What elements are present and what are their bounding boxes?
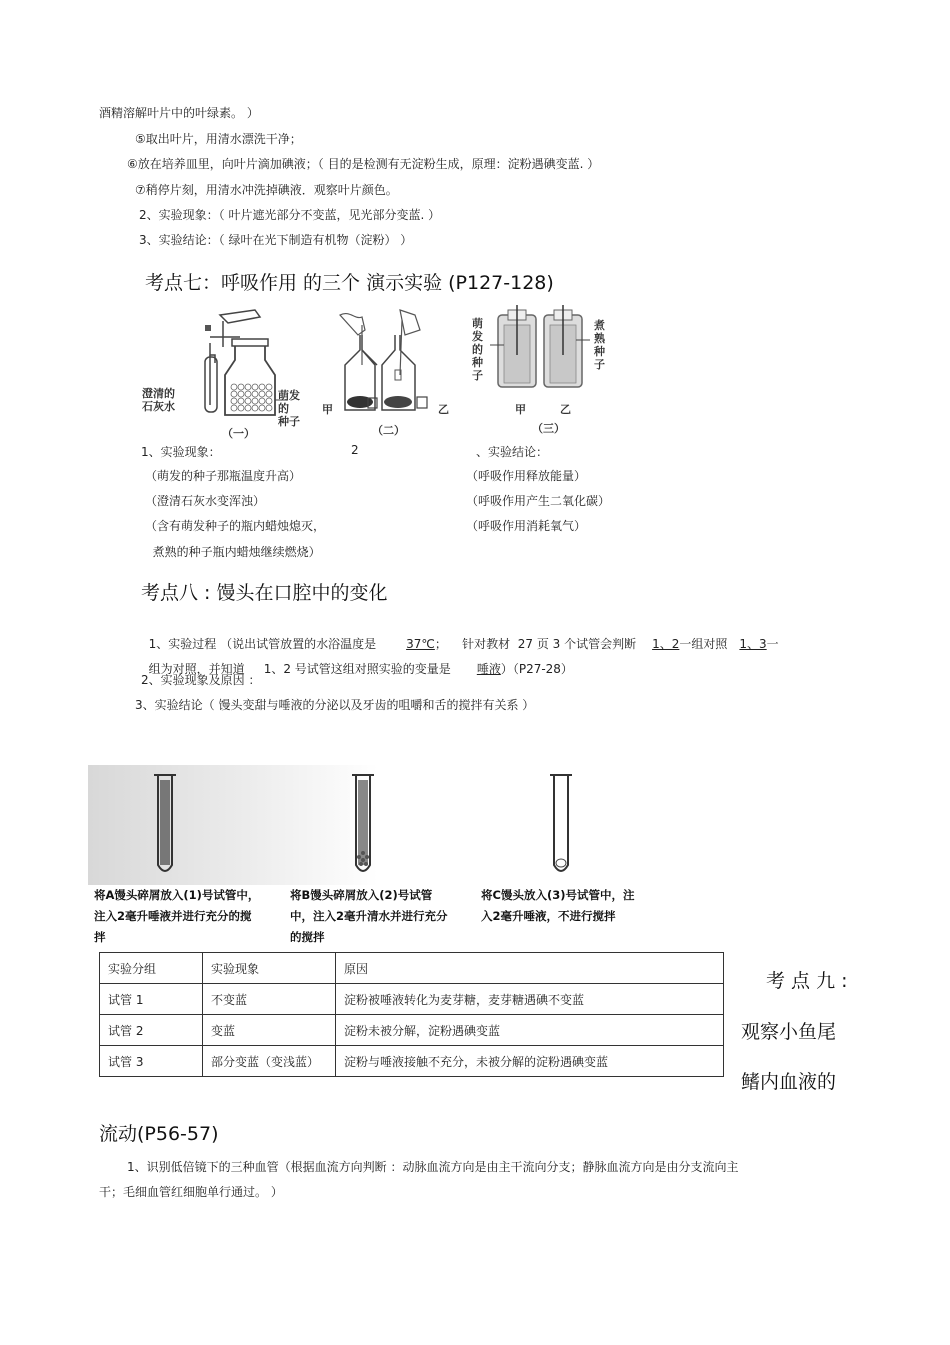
text-line: ⑥放在培养皿里，向叶片滴加碘液；（ 目的是检测有无淀粉生成，原理：淀粉遇碘变蓝. ） — [127, 157, 600, 171]
text-part: 一 — [766, 637, 779, 651]
text-part: ； 针对教材 27 页 3 个试管会判断 — [434, 637, 637, 651]
number-label: 2 — [351, 443, 359, 457]
text-line: ⑤取出叶片，用清水漂洗干净； — [135, 132, 302, 146]
figure-label: 甲 — [322, 403, 333, 416]
text-line: ⑦稍停片刻，用清水冲洗掉碘液．观察叶片颜色。 — [135, 183, 398, 197]
text-line: 酒精溶解叶片中的叶绿素。 ） — [99, 106, 259, 120]
results-table — [99, 952, 724, 1077]
section-title: 观察小鱼尾 — [741, 1021, 837, 1043]
figure-label: 萌发的 种子 — [278, 389, 300, 428]
table-cell: 试管 3 — [100, 1046, 203, 1077]
table-cell: 淀粉被唾液转化为麦芽糖，麦芽糖遇碘不变蓝 — [336, 984, 724, 1015]
phenomena-heading: 1、实验现象： — [141, 445, 221, 459]
figure-label: 乙 — [560, 403, 571, 416]
section-title: 考 点 九 : — [766, 970, 848, 992]
table-cell: 试管 1 — [100, 984, 203, 1015]
table-cell: 变蓝 — [203, 1015, 336, 1046]
respiration-figure-2 — [320, 305, 460, 440]
table-header-row — [100, 953, 724, 984]
figure-label: 萌发的种子 — [472, 317, 483, 382]
text-line: 3、实验结论（ 馒头变甜与唾液的分泌以及牙齿的咀嚼和舌的搅拌有关系 ） — [135, 698, 535, 712]
text-part: 1、实验过程 （说出试管放置的水浴温度是 — [148, 637, 377, 651]
table-cell: 淀粉未被分解，淀粉遇碘变蓝 — [336, 1015, 724, 1046]
tube-caption: 将C馒头放入(3)号试管中，注入2毫升唾液，不进行搅拌 — [481, 888, 635, 923]
figure-label: 煮熟种子 — [594, 319, 605, 371]
figure-caption: （一） — [222, 427, 255, 440]
table-cell: 部分变蓝（变浅蓝） — [203, 1046, 336, 1077]
tube-caption: 将B馒头碎屑放入(2)号试管中，注入2毫升清水并进行充分的搅拌 — [290, 888, 448, 944]
text-line: 1、识别低倍镜下的三种血管（根据血流方向判断 ：动脉血流方向是由主干流向分支；静脉血流方向是由分支流向主 — [127, 1160, 739, 1174]
text-line: 3、实验结论：（ 绿叶在光下制造有机物（淀粉） ） — [139, 233, 413, 247]
text-line: 2、实验现象及原因 ： — [141, 673, 261, 687]
text-part: 一组对照 — [679, 637, 728, 651]
filled-blank: 唾液 — [476, 662, 501, 676]
figure-label: 甲 — [515, 403, 526, 416]
filled-blank: 1、3 — [739, 637, 767, 651]
phenomenon-item: （含有萌发种子的瓶内蜡烛熄灭， — [145, 519, 326, 533]
section-title: 鳍内血液的 — [741, 1071, 837, 1093]
text-part: 组为对照，并知道 1、2 号试管这组对照实验的变量是 — [148, 662, 451, 676]
conclusion-item: （呼吸作用释放能量） — [466, 469, 587, 483]
table-row — [100, 1015, 724, 1046]
filled-blank: 37℃ — [406, 637, 435, 651]
respiration-figure-1 — [142, 305, 310, 440]
section-title: 流动(P56-57) — [99, 1123, 219, 1145]
conclusion-item: （呼吸作用产生二氧化碳） — [466, 494, 611, 508]
conclusion-item: （呼吸作用消耗氧气） — [466, 519, 587, 533]
figure-caption: （三） — [532, 422, 565, 435]
text-line: 干；毛细血管红细胞单行通过。 ） — [99, 1185, 283, 1199]
filled-blank: 1、2 — [652, 637, 680, 651]
test-tubes-figure — [88, 765, 648, 950]
text-part: ）（P27-28） — [500, 662, 573, 676]
table-header: 实验分组 — [100, 953, 203, 984]
text-line: 2、实验现象：（ 叶片遮光部分不变蓝，见光部分变蓝. ） — [139, 208, 441, 222]
figure-label: 澄清的 石灰水 — [142, 387, 175, 413]
table-row — [100, 1046, 724, 1077]
test-tubes-icon — [88, 765, 648, 885]
respiration-figure-3 — [468, 305, 618, 440]
table-cell: 不变蓝 — [203, 984, 336, 1015]
phenomenon-item: （萌发的种子那瓶温度升高） — [145, 469, 302, 483]
table-header: 实验现象 — [203, 953, 336, 984]
figure-label: 乙 — [438, 403, 449, 416]
phenomenon-item: 煮熟的种子瓶内蜡烛继续燃烧） — [145, 545, 321, 559]
table-cell: 试管 2 — [100, 1015, 203, 1046]
phenomenon-item: （澄清石灰水变浑浊） — [145, 494, 266, 508]
figure-caption: （二） — [372, 424, 405, 437]
table-header: 原因 — [336, 953, 724, 984]
table-cell: 淀粉与唾液接触不充分，未被分解的淀粉遇碘变蓝 — [336, 1046, 724, 1077]
tube-caption: 将A馒头碎屑放入(1)号试管中，注入2毫升唾液并进行充分的搅拌 — [94, 888, 260, 944]
section-title: 考点七：呼吸作用 的三个 演示实验 (P127-128) — [145, 272, 554, 294]
section-title: 考点八 : 馒头在口腔中的变化 — [141, 582, 388, 604]
conclusion-heading: 、实验结论： — [476, 445, 549, 459]
table-row — [100, 984, 724, 1015]
